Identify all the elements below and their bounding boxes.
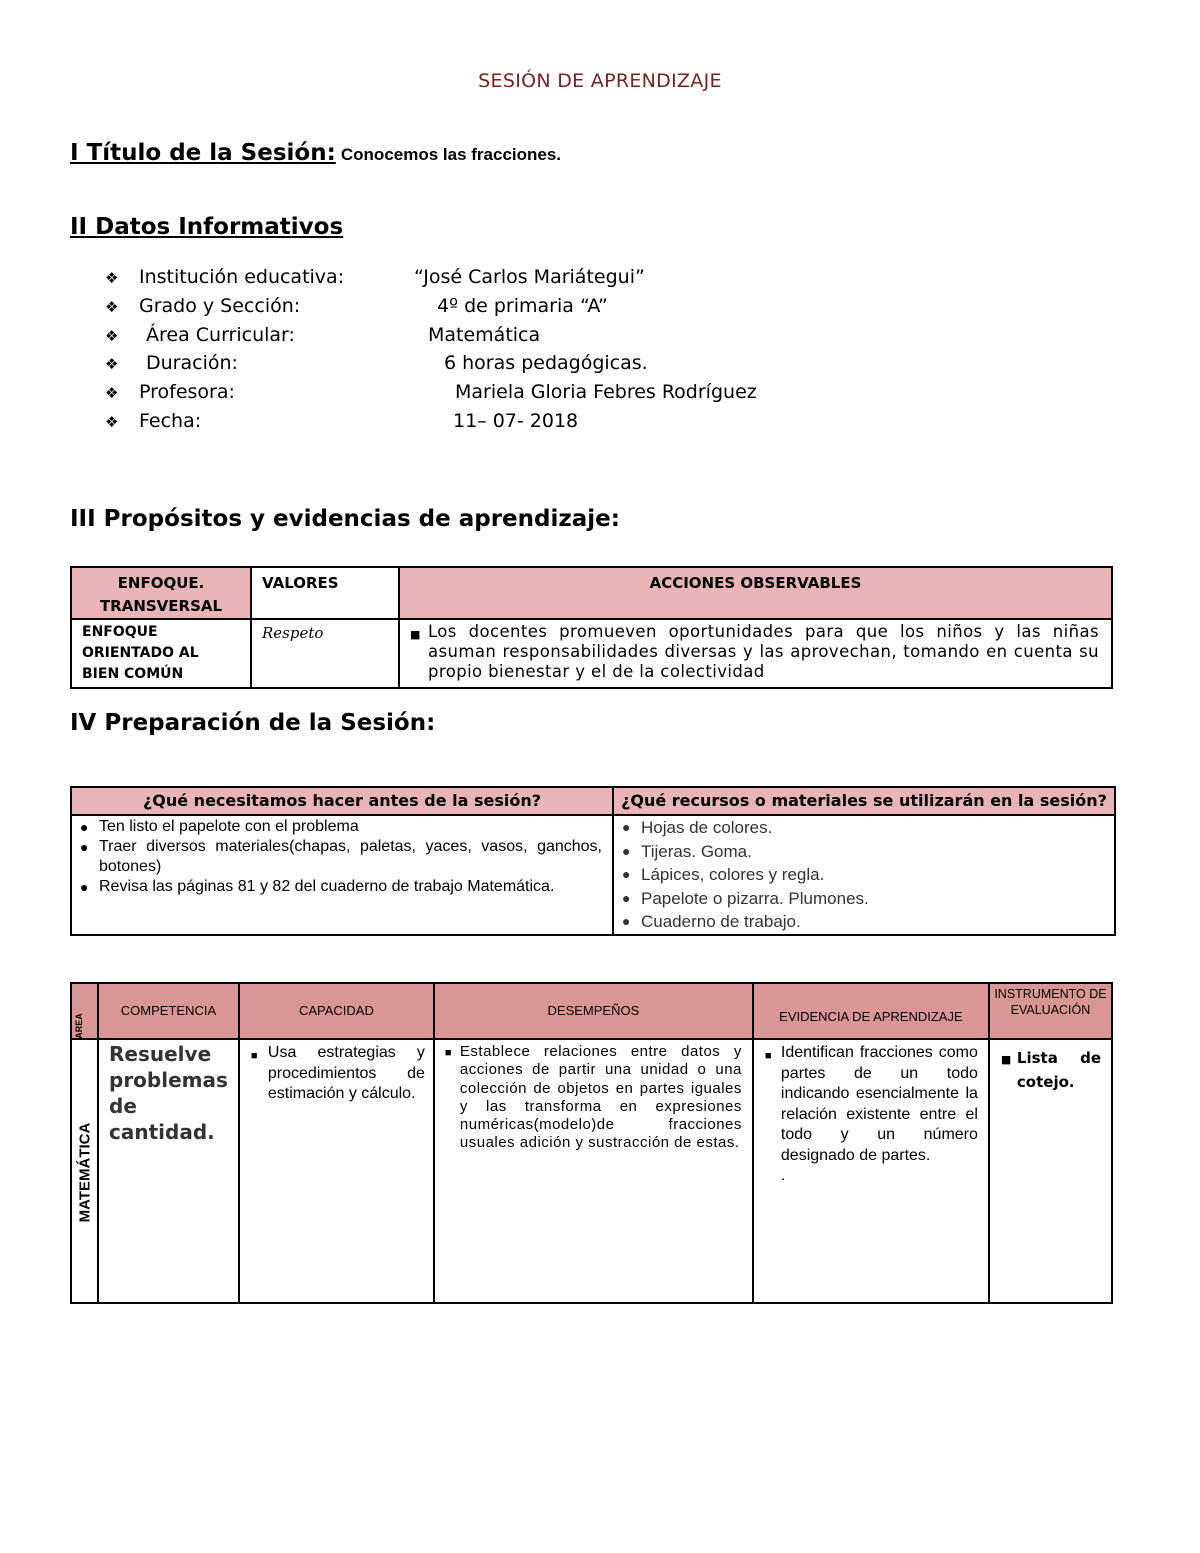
session-title-line (70, 140, 561, 166)
info-label: Fecha: (139, 410, 202, 432)
header-area: AREA (71, 983, 98, 1039)
section-preparacion-heading: IV Preparación de la Sesión: (70, 710, 436, 736)
list-item: ● Hojas de colores. (622, 816, 1106, 840)
info-value: 6 horas pedagógicas. (444, 352, 648, 374)
propositos-table (70, 566, 1113, 689)
cell-capacidad: ■ Usa estrategias y procedimientos de estimación y cálculo. (239, 1039, 434, 1303)
bullet-icon: ● (622, 913, 631, 929)
info-item (105, 266, 645, 288)
section-datos-heading: II Datos Informativos (70, 214, 344, 240)
header-valores: VALORES (251, 567, 399, 619)
preparacion-table (70, 786, 1116, 936)
header-antes: ¿Qué necesitamos hacer antes de la sesión? (71, 787, 613, 815)
bullet-icon: ● (80, 879, 89, 895)
diamond-bullet-icon: ❖ (105, 327, 119, 345)
square-bullet-icon: ■ (444, 1047, 453, 1059)
list-item: ● Papelote o pizarra. Plumones. (622, 887, 1106, 911)
materials-list (613, 815, 1115, 935)
bullet-icon: ● (622, 819, 631, 835)
square-bullet-icon: ■ (410, 628, 421, 641)
info-item (105, 381, 757, 403)
cell-enfoque: ENFOQUE ORIENTADO AL BIEN COMÚN (71, 619, 251, 688)
header-materiales: ¿Qué recursos o materiales se utilizarán en la sesión? (613, 787, 1115, 815)
competencias-table (70, 982, 1113, 1304)
bullet-icon: ● (622, 866, 631, 882)
info-item (105, 352, 648, 374)
list-item: ● Tijeras. Goma. (622, 840, 1106, 864)
diamond-bullet-icon: ❖ (105, 269, 119, 287)
list-item: ● Revisa las páginas 81 y 82 del cuaderno de trabajo Matemática. (80, 878, 555, 895)
bullet-icon: ● (80, 839, 89, 855)
diamond-bullet-icon: ❖ (105, 384, 119, 402)
list-item: ● Traer diversos materiales(chapas, paletas, yaces, vasos, ganchos, botones) (80, 838, 602, 875)
header-desempenos: DESEMPEÑOS (434, 983, 753, 1039)
info-value: Mariela Gloria Febres Rodríguez (455, 381, 757, 403)
header-competencia: COMPETENCIA (98, 983, 239, 1039)
diamond-bullet-icon: ❖ (105, 355, 119, 373)
info-value: 11– 07- 2018 (453, 410, 579, 432)
square-bullet-icon: ■ (250, 1050, 258, 1062)
session-title-value: Conocemos las fracciones. (340, 145, 562, 164)
header-capacidad: CAPACIDAD (239, 983, 434, 1039)
list-item: ● Ten listo el papelote con el problema (80, 818, 359, 835)
diamond-bullet-icon: ❖ (105, 413, 119, 431)
cell-instrumento: ■ Lista de cotejo. (989, 1039, 1112, 1303)
header-instrumento: INSTRUMENTO DE EVALUACIÓN (989, 983, 1112, 1039)
header-acciones: ACCIONES OBSERVABLES (399, 567, 1112, 619)
document-title: SESIÓN DE APRENDIZAJE (478, 70, 722, 92)
info-value: 4º de primaria “A” (437, 295, 608, 317)
cell-desempeno: ■ Establece relaciones entre datos y acciones de partir una unidad o una colección de objetos en partes iguales y las transforma en expresiones numéricas(modelo)de fracciones usuales adición y sustracción de estas. (434, 1039, 753, 1303)
header-evidencia: EVIDENCIA DE APRENDIZAJE (753, 983, 989, 1039)
session-title-label: I Título de la Sesión: (70, 140, 336, 166)
list-item: ● Cuaderno de trabajo. (622, 910, 1106, 934)
info-item (105, 410, 579, 432)
header-enfoque: ENFOQUE. TRANSVERSAL (71, 567, 251, 619)
info-item (105, 324, 541, 346)
cell-competencia: Resuelve problemas de cantidad. (98, 1039, 239, 1303)
diamond-bullet-icon: ❖ (105, 298, 119, 316)
accion-text: Los docentes promueven oportunidades para que los niños y las niñas asuman responsabilidades diversas y las aprovechan, tomando en cuenta su propio bienestar y el de la colectividad (428, 622, 1099, 681)
square-bullet-icon: ■ (1000, 1053, 1012, 1066)
info-label: Grado y Sección: (139, 295, 301, 317)
bullet-icon: ● (622, 889, 631, 906)
bullet-icon: ● (80, 819, 89, 835)
before-list (71, 815, 613, 935)
info-value: Matemática (428, 324, 541, 346)
info-item (105, 295, 608, 317)
cell-evidencia: ■ Identifican fracciones como partes de un todo indicando esencialmente la relación existente entre el todo y un número designado de partes. . (753, 1039, 989, 1303)
cell-valor: Respeto (251, 619, 399, 688)
square-bullet-icon: ■ (764, 1050, 772, 1062)
section-propositos-heading: III Propósitos y evidencias de aprendizaje: (70, 506, 620, 532)
info-label: Profesora: (139, 381, 235, 403)
cell-accion (399, 619, 1112, 688)
cell-area: MATEMÁTICA (71, 1039, 98, 1303)
evidencia-extra: . (780, 1167, 786, 1184)
info-label: Duración: (146, 352, 238, 374)
list-item: ● Lápices, colores y regla. (622, 863, 1106, 887)
bullet-icon: ● (622, 842, 631, 859)
info-value: “José Carlos Mariátegui” (414, 266, 645, 288)
info-label: Área Curricular: (146, 324, 295, 346)
info-label: Institución educativa: (139, 266, 345, 288)
